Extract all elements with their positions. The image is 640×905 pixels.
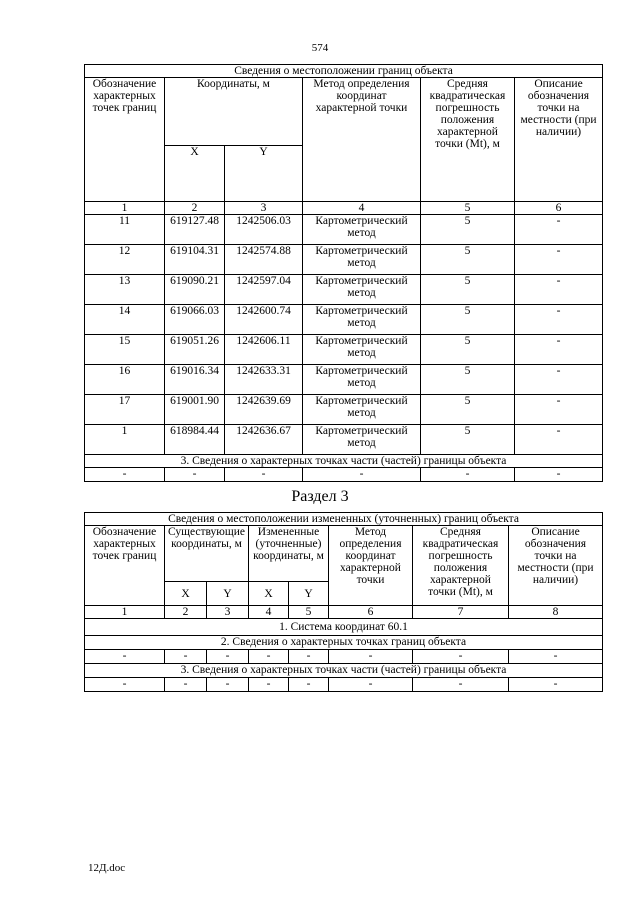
page-number: 574 [311,42,329,54]
column-number: 8 [509,606,603,619]
changed-boundary-table [84,512,603,692]
dash-cell: - [85,468,165,482]
header-designation: Обозначение характерных точек границ [85,78,165,202]
dash-cell: - [421,468,515,482]
column-number: 1 [85,202,165,215]
description: - [515,245,603,275]
accuracy: 5 [421,425,515,455]
table-row [85,245,603,275]
dash-cell: - [329,678,413,692]
column-number: 5 [421,202,515,215]
coord-x: 619066.03 [165,305,225,335]
description: - [515,215,603,245]
coord-x: 618984.44 [165,425,225,455]
coord-x: 619016.34 [165,365,225,395]
coord-y: 1242639.69 [225,395,303,425]
dash-cell: - [249,650,289,664]
description: - [515,395,603,425]
header-y: Y [289,582,329,606]
table-row [85,365,603,395]
dash-cell: - [165,678,207,692]
dash-cell: - [207,678,249,692]
header-description: Описание обозначения точки на местности (при наличии) [515,78,603,202]
accuracy: 5 [421,305,515,335]
header-x: X [165,582,207,606]
point-id: 13 [85,275,165,305]
boundary-table [84,64,603,482]
part-points-heading: 3. Сведения о характерных точках части (частей) границы объекта [85,664,603,678]
header-description: Описание обозначения точки на местности (при наличии) [509,526,603,606]
column-number: 1 [85,606,165,619]
method: Картометрический метод [303,215,421,245]
dash-cell: - [225,468,303,482]
dash-cell: - [303,468,421,482]
coord-y: 1242606.11 [225,335,303,365]
dash-cell: - [249,678,289,692]
description: - [515,335,603,365]
coord-y: 1242633.31 [225,365,303,395]
header-method: Метод определения координат характерной точки [303,78,421,202]
header-coordinates: Координаты, м [165,78,303,146]
part-heading: 3. Сведения о характерных точках части (частей) границы объекта [85,455,603,468]
dash-cell: - [85,650,165,664]
dash-cell: - [207,650,249,664]
column-number: 6 [515,202,603,215]
point-id: 14 [85,305,165,335]
dash-cell: - [413,678,509,692]
coord-x: 619001.90 [165,395,225,425]
coord-y: 1242636.67 [225,425,303,455]
coord-system: 1. Система координат 60.1 [85,619,603,636]
coord-y: 1242574.88 [225,245,303,275]
table-row [85,650,603,664]
method: Картометрический метод [303,395,421,425]
coord-x: 619090.21 [165,275,225,305]
table-row [85,335,603,365]
description: - [515,365,603,395]
accuracy: 5 [421,335,515,365]
accuracy: 5 [421,365,515,395]
header-accuracy: Средняя квадратическая погрешность положения характерной точки (Mt), м [413,526,509,606]
column-number: 4 [249,606,289,619]
dash-cell: - [509,678,603,692]
accuracy: 5 [421,215,515,245]
header-existing: Существующие координаты, м [165,526,249,582]
table-row [85,468,603,482]
coord-y: 1242506.03 [225,215,303,245]
dash-cell: - [85,678,165,692]
table-row [85,425,603,455]
table-row [85,275,603,305]
header-x: X [249,582,289,606]
coord-y: 1242600.74 [225,305,303,335]
table-title: Сведения о местоположении границ объекта [85,65,603,78]
dash-cell: - [289,678,329,692]
method: Картометрический метод [303,305,421,335]
method: Картометрический метод [303,335,421,365]
header-x: X [165,146,225,202]
method: Картометрический метод [303,245,421,275]
point-id: 15 [85,335,165,365]
header-accuracy: Средняя квадратическая погрешность положения характерной точки (Mt), м [421,78,515,202]
header-y: Y [225,146,303,202]
header-y: Y [207,582,249,606]
accuracy: 5 [421,245,515,275]
header-designation: Обозначение характерных точек границ [85,526,165,606]
coord-y: 1242597.04 [225,275,303,305]
accuracy: 5 [421,395,515,425]
table-row [85,215,603,245]
dash-cell: - [515,468,603,482]
method: Картометрический метод [303,275,421,305]
accuracy: 5 [421,275,515,305]
dash-cell: - [329,650,413,664]
column-number: 2 [165,606,207,619]
column-number: 6 [329,606,413,619]
column-number: 3 [225,202,303,215]
dash-cell: - [289,650,329,664]
coord-x: 619104.31 [165,245,225,275]
boundary-points-heading: 2. Сведения о характерных точках границ объекта [85,636,603,650]
table-row [85,395,603,425]
column-number: 7 [413,606,509,619]
dash-cell: - [413,650,509,664]
description: - [515,305,603,335]
point-id: 12 [85,245,165,275]
dash-cell: - [165,650,207,664]
column-number: 5 [289,606,329,619]
point-id: 17 [85,395,165,425]
footer-filename: 12Д.doc [88,862,126,874]
header-method: Метод определения координат характерной точки [329,526,413,606]
point-id: 1 [85,425,165,455]
method: Картометрический метод [303,365,421,395]
description: - [515,275,603,305]
dash-cell: - [165,468,225,482]
coord-x: 619127.48 [165,215,225,245]
dash-cell: - [509,650,603,664]
table-title: Сведения о местоположении измененных (уточненных) границ объекта [85,513,603,526]
method: Картометрический метод [303,425,421,455]
table-row [85,678,603,692]
description: - [515,425,603,455]
column-number: 4 [303,202,421,215]
point-id: 11 [85,215,165,245]
column-number: 3 [207,606,249,619]
header-changed: Измененные (уточненные) координаты, м [249,526,329,582]
column-number: 2 [165,202,225,215]
section-title: Раздел 3 [291,488,349,505]
point-id: 16 [85,365,165,395]
table-row [85,305,603,335]
coord-x: 619051.26 [165,335,225,365]
